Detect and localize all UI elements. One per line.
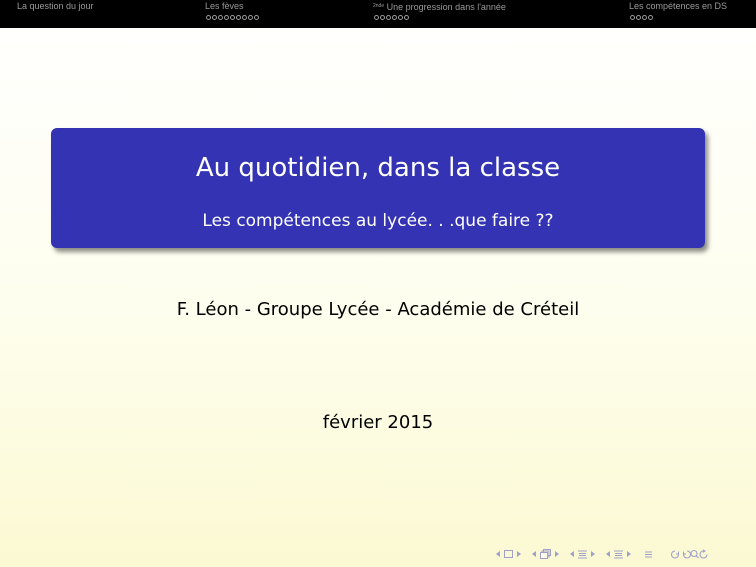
subsection-icon[interactable]: [578, 550, 587, 559]
search-icon[interactable]: [670, 549, 708, 559]
nav-dots-competences-ds: [630, 15, 653, 20]
frame-dot[interactable]: [398, 15, 403, 20]
nav-section-label: Les compétences en DS: [629, 1, 728, 11]
frame-dot[interactable]: [248, 15, 253, 20]
frame-dot[interactable]: [636, 15, 641, 20]
nav-section-question-du-jour[interactable]: [17, 1, 94, 12]
frame-dot[interactable]: [386, 15, 391, 20]
nav-dots-progression: [374, 15, 409, 20]
frame-dot[interactable]: [392, 15, 397, 20]
frame-dot[interactable]: [236, 15, 241, 20]
nav-section-competences-ds[interactable]: [629, 1, 727, 12]
nav-section-progression[interactable]: [373, 1, 506, 13]
nav-section-label: La question du jour: [17, 1, 94, 11]
frame-prev-icon[interactable]: [531, 550, 537, 558]
frame-icon[interactable]: [540, 549, 551, 559]
slide-prev-icon[interactable]: [495, 550, 501, 558]
frame-dot[interactable]: [230, 15, 235, 20]
presentation-title: Au quotidien, dans la classe: [195, 153, 561, 183]
frame-dot[interactable]: [218, 15, 223, 20]
nav-section-superscript: 2nde: [373, 3, 385, 9]
navigation-bar: [0, 0, 756, 28]
subsection-next-icon[interactable]: [590, 550, 596, 558]
presentation-subtitle: Les compétences au lycée. . .que faire ??: [202, 211, 554, 231]
nav-section-label: Une progression dans l'année: [386, 2, 506, 12]
presentation-date: février 2015: [322, 412, 434, 433]
section-next-icon[interactable]: [626, 550, 632, 558]
nav-section-label: Les fèves: [205, 1, 244, 11]
frame-dot[interactable]: [224, 15, 229, 20]
frame-dot[interactable]: [254, 15, 259, 20]
frame-dot[interactable]: [374, 15, 379, 20]
nav-dots-les-feves: [206, 15, 259, 20]
slide-navigation-symbols: [495, 548, 708, 560]
section-icon[interactable]: [614, 550, 623, 559]
frame-dot[interactable]: [648, 15, 653, 20]
slide-icon[interactable]: [504, 550, 513, 558]
frame-dot[interactable]: [242, 15, 247, 20]
section-prev-icon[interactable]: [605, 550, 611, 558]
frame-dot[interactable]: [630, 15, 635, 20]
nav-section-les-feves[interactable]: [205, 1, 244, 12]
frame-dot[interactable]: [642, 15, 647, 20]
frame-dot[interactable]: [380, 15, 385, 20]
frame-dot[interactable]: [206, 15, 211, 20]
subsection-prev-icon[interactable]: [569, 550, 575, 558]
title-block: [51, 128, 705, 248]
slide-next-icon[interactable]: [516, 550, 522, 558]
author-line: F. Léon - Groupe Lycée - Académie de Créteil: [176, 299, 580, 320]
frame-next-icon[interactable]: [554, 550, 560, 558]
frame-dot[interactable]: [404, 15, 409, 20]
frame-dot[interactable]: [212, 15, 217, 20]
align-icon[interactable]: [644, 550, 653, 559]
